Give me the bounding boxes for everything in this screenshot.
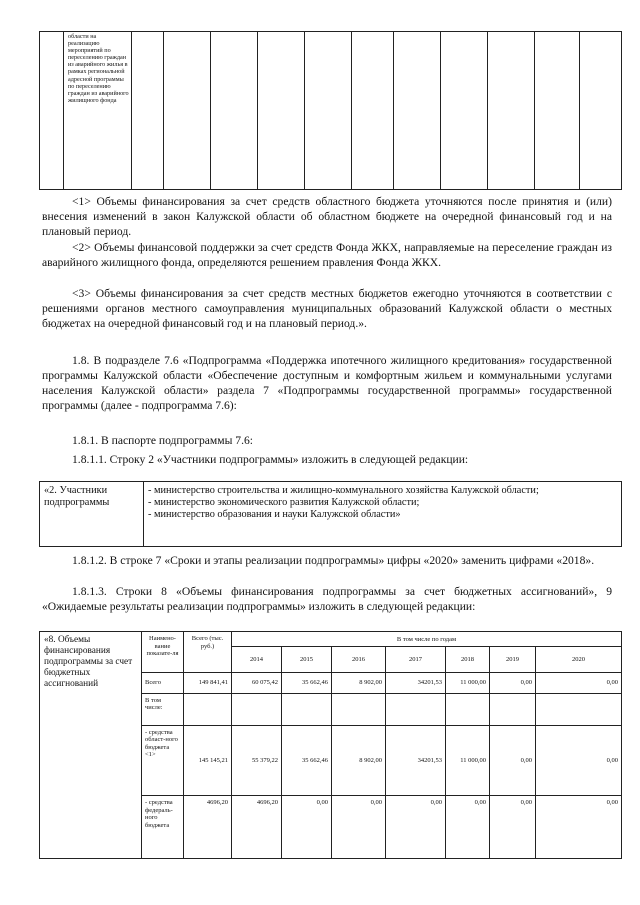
row-value: 8 902,00 — [332, 725, 386, 796]
row-value: 0,00 — [490, 725, 536, 796]
row-total: 149 841,41 — [184, 673, 232, 693]
row-name: Всего — [142, 673, 184, 693]
fragment-cell-text: области на реализацию мероприятий по переселению граждан из аварийного жилья в рамках региональной адресной программы по переселению граждан из аварийного жилищного фонда — [64, 32, 132, 190]
row-value: 34201,53 — [386, 673, 446, 693]
row-value: 0,00 — [536, 725, 622, 796]
row-total: 4696,20 — [184, 796, 232, 859]
row-value: 0,00 — [490, 673, 536, 693]
financing-label: «8. Объемы финансирования подпрограммы за счет бюджетных ассигнований — [40, 632, 142, 859]
paragraph-1-8-1-3: 1.8.1.3. Строки 8 «Объемы финансирования подпрограммы за счет бюджетных ассигнований», 9 «Ожидаемые результаты реализации подпрограммы» изложить в следующей редакции: — [42, 585, 612, 613]
row-value: 11 000,00 — [446, 673, 490, 693]
paragraph-1-8-1-1: 1.8.1.1. Строку 2 «Участники подпрограммы» изложить в следующей редакции: — [72, 453, 469, 466]
row-value: 35 662,46 — [282, 673, 332, 693]
row-value: 8 902,00 — [332, 673, 386, 693]
row-value: 34201,53 — [386, 725, 446, 796]
paragraph-1-8-1: 1.8.1. В паспорте подпрограммы 7.6: — [72, 434, 254, 447]
participants-label: «2. Участники подпрограммы — [40, 482, 144, 547]
year-header: 2017 — [386, 647, 446, 673]
fragment-table — [39, 31, 622, 190]
footnote-3: <3> Объемы финансирования за счет средств местных бюджетов ежегодно уточняются в соответствии с решениями органов местного самоуправления муниципальных образований Калужской области о местных бюджетах на очередной финансовый год и на плановый период.». — [42, 287, 612, 330]
year-header: 2015 — [282, 647, 332, 673]
fragment-cell-empty — [40, 32, 64, 190]
year-header: 2018 — [446, 647, 490, 673]
row-value: 0,00 — [446, 796, 490, 859]
year-header: 2014 — [232, 647, 282, 673]
row-value: 0,00 — [490, 796, 536, 859]
row-value: 35 662,46 — [282, 725, 332, 796]
row-value: 11 000,00 — [446, 725, 490, 796]
year-header: 2019 — [490, 647, 536, 673]
row-value: 0,00 — [332, 796, 386, 859]
row-name: - средства федераль-ного бюджета — [142, 796, 184, 859]
row-name: - средства област-ного бюджета <1> — [142, 725, 184, 796]
row-value: 4696,20 — [232, 796, 282, 859]
participants-list — [144, 482, 622, 547]
head-name: Наимено-вание показате-ля — [142, 632, 184, 673]
participants-table — [39, 481, 622, 547]
participant-item: - министерство строительства и жилищно-коммунального хозяйства Калужской области; — [148, 485, 539, 496]
row-value: 0,00 — [536, 673, 622, 693]
footnote-2: <2> Объемы финансовой поддержки за счет средств Фонда ЖКХ, направляемые на переселение граждан из аварийного жилищного фонда, определяются решением правления Фонда ЖКХ. — [42, 241, 612, 269]
head-years-caption: В том числе по годам — [232, 632, 622, 647]
row-value: 0,00 — [386, 796, 446, 859]
paragraph-1-8: 1.8. В подразделе 7.6 «Подпрограмма «Поддержка ипотечного жилищного кредитования» государственной программы Калужской области «Обеспечение доступным и комфортным жильем и коммунальными услугами населения Калужской области» раздела 7 «Подпрограммы государственной программы» государственной программы (далее - подпрограмма 7.6): — [42, 354, 612, 412]
row-value: 0,00 — [282, 796, 332, 859]
participant-item: - министерство образования и науки Калужской области» — [148, 509, 401, 520]
head-total: Всего (тыс. руб.) — [184, 632, 232, 673]
row-value: 60 075,42 — [232, 673, 282, 693]
row-value: 55 379,22 — [232, 725, 282, 796]
row-value: 0,00 — [536, 796, 622, 859]
year-header: 2020 — [536, 647, 622, 673]
financing-table — [39, 631, 622, 859]
row-total: 145 145,21 — [184, 725, 232, 796]
row-name: В том числе: — [142, 693, 184, 725]
paragraph-1-8-1-2: 1.8.1.2. В строке 7 «Сроки и этапы реализации подпрограммы» цифры «2020» заменить цифрами «2018». — [72, 554, 595, 567]
year-header: 2016 — [332, 647, 386, 673]
footnote-1: <1> Объемы финансирования за счет средств областного бюджета уточняются после принятия и (или) внесения изменений в закон Калужской области об областном бюджете на очередной финансовый год и на плановый период. — [42, 195, 612, 238]
participant-item: - министерство экономического развития Калужской области; — [148, 497, 420, 508]
